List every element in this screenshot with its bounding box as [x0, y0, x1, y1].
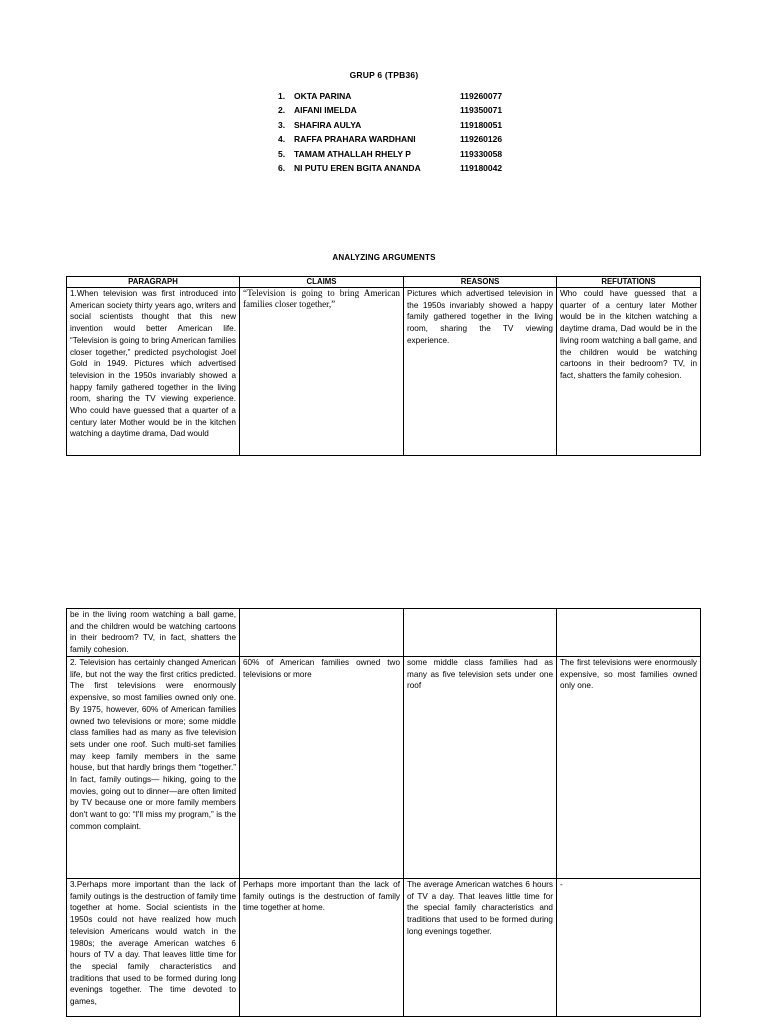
- paragraph-cell: 3.Perhaps more important than the lack of family outings is the destruction of family time together at home. Social scientists in the 1950s could not have realized how much television Americans would watch in the 1980s; the average American watches 6 hours of TV a day. That leaves little time for the special family characteristics and traditions that used to be formed during long evenings together. The time devoted to games,: [67, 879, 240, 1017]
- header-claims: CLAIMS: [240, 277, 404, 288]
- member-number: 4.: [278, 134, 286, 145]
- table-row: [67, 657, 701, 879]
- table-row: [67, 609, 701, 657]
- member-list: [278, 89, 538, 175]
- refutations-cell: Who could have guessed that a quarter of a century later Mother would be in the kitchen watching a daytime drama, Dad would be in the living room watching a ball game, and the children would be watching cartoons in their bedroom? TV, in fact, shatters the family cohesion.: [557, 288, 701, 456]
- table-row: [67, 288, 701, 456]
- header-refutations: REFUTATIONS: [557, 277, 701, 288]
- claims-cell: Perhaps more important than the lack of family outings is the destruction of family time together at home.: [240, 879, 404, 1017]
- refutations-cell: [557, 609, 701, 657]
- reasons-cell: [404, 609, 557, 657]
- member-nim: 119260077: [460, 91, 503, 101]
- reasons-cell: Pictures which advertised television in the 1950s invariably showed a happy family gathered together in the living room, sharing the TV viewing experience.: [404, 288, 557, 456]
- member-row: [278, 161, 538, 175]
- paragraph-cell: 1.When television was first introduced into American society thirty years ago, writers and social scientists thought that this new invention would better American life. “Television is going to bring American families closer together,” predicted psychologist Joel Gold in 1949. Pictures which advertised television in the 1950s invariably showed a happy family gathered together in the living room, sharing the TV viewing experience. Who could have guessed that a quarter of a century later Mother would be in the kitchen watching a daytime drama, Dad would: [67, 288, 240, 456]
- paragraph-cell: be in the living room watching a ball game, and the children would be watching cartoons in their bedroom? TV, in fact, shatters the family cohesion.: [67, 609, 240, 657]
- member-name: SHAFIRA AULYA: [294, 119, 362, 130]
- section-title: ANALYZING ARGUMENTS: [332, 253, 436, 262]
- refutations-cell: -: [557, 879, 701, 1017]
- arguments-table: [66, 276, 701, 456]
- member-nim: 119180051: [460, 119, 503, 130]
- member-row: [278, 89, 538, 103]
- member-number: 1.: [278, 91, 286, 101]
- member-number: 6.: [278, 162, 286, 173]
- reasons-cell: some middle class families had as many as five television sets under one roof: [404, 657, 557, 879]
- member-number: 3.: [278, 119, 286, 130]
- table-row: [67, 879, 701, 1017]
- member-number: 5.: [278, 148, 286, 159]
- member-nim: 119330058: [460, 148, 503, 159]
- claims-cell: “Television is going to bring American families closer together,”: [240, 288, 404, 456]
- member-nim: 119350071: [460, 105, 503, 116]
- member-name: RAFFA PRAHARA WARDHANI: [294, 134, 416, 145]
- paragraph-cell: 2. Television has certainly changed American life, but not the way the first critics predicted. The first televisions were enormously expensive, so most families owned only one. By 1975, however, 60% of American families owned two televisions or more; some middle class families had as many as five television sets under one roof. Such multi-set families may keep family members in the same house, but that hardly brings them “together.” In fact, family outings— hiking, going to the movies, going out to dinner—are often limited by TV because one or more family members don't want to go: “I'll miss my program,” is the common complaint.: [67, 657, 240, 879]
- arguments-table-continued: [66, 608, 701, 1017]
- member-name: OKTA PARINA: [294, 91, 352, 101]
- claims-cell: [240, 609, 404, 657]
- member-row: [278, 147, 538, 161]
- member-number: 2.: [278, 105, 286, 116]
- member-name: AIFANI IMELDA: [294, 105, 357, 116]
- header-paragraph: PARAGRAPH: [67, 277, 240, 288]
- member-nim: 119180042: [460, 162, 503, 173]
- refutations-cell: The first televisions were enormously expensive, so most families owned only one.: [557, 657, 701, 879]
- member-nim: 119260126: [460, 134, 503, 145]
- member-row: [278, 118, 538, 132]
- table-header-row: [67, 277, 701, 288]
- member-row: [278, 132, 538, 146]
- reasons-cell: The average American watches 6 hours of TV a day. That leaves little time for the special family characteristics and traditions that used to be formed during long evenings together.: [404, 879, 557, 1017]
- header-reasons: REASONS: [404, 277, 557, 288]
- member-name: NI PUTU EREN BGITA ANANDA: [294, 162, 421, 173]
- claims-cell: 60% of American families owned two televisions or more: [240, 657, 404, 879]
- group-title: GRUP 6 (TPB36): [349, 70, 419, 80]
- member-row: [278, 103, 538, 117]
- member-name: TAMAM ATHALLAH RHELY P: [294, 148, 411, 159]
